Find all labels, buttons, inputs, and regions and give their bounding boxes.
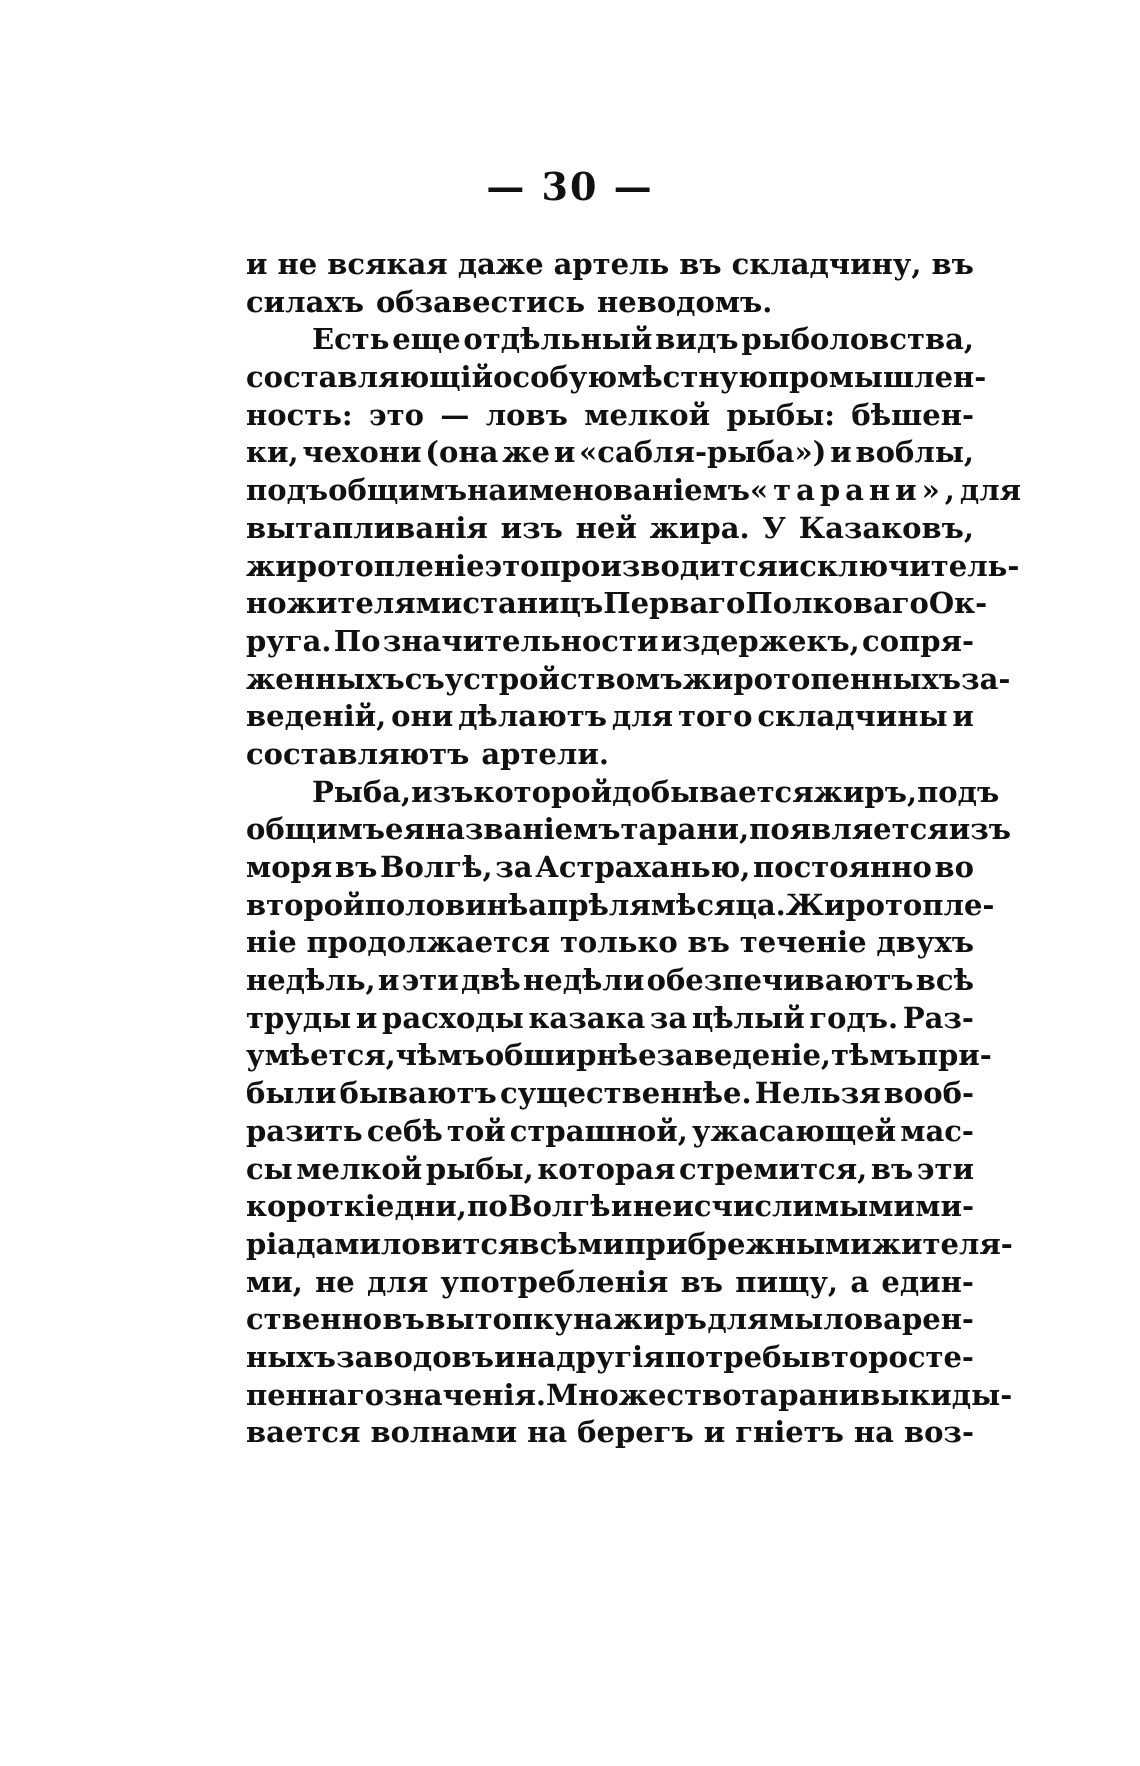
word: Казаковъ, [798,510,974,545]
word: неводомъ. [597,284,773,319]
word: но [246,586,287,621]
text-line [246,246,974,284]
word: жиръ, [813,774,918,809]
word: руга. [246,623,332,658]
word: Волгѣ [508,1189,611,1224]
word: подъ [246,473,329,508]
word: не [277,247,318,281]
word: пеннаго [246,1377,385,1412]
text-line [246,434,974,472]
word: и [703,1415,726,1450]
word: силахъ [246,284,364,319]
word: ріадами [246,1226,381,1261]
word: и [494,1339,516,1374]
word: употребленія [440,1264,669,1299]
word: наименованіемъ [467,473,750,508]
word: продолжается [306,925,551,960]
word: появляется [749,812,949,847]
text-line [246,623,974,661]
word: и [377,963,400,998]
word: (она [425,435,499,470]
page-number: — 30 — [486,164,654,209]
word: того [678,699,753,734]
word: устройствомъ [444,661,683,696]
word: въ [931,247,974,281]
word: женныхъ [246,661,405,696]
word: на [853,1415,894,1450]
word: заводовъ [336,1339,494,1374]
word: ми, [246,1264,303,1299]
word: ныхъ [246,1339,336,1374]
word: мас- [900,1113,974,1148]
word: вытапливанія [246,510,488,545]
word: отдѣльный [463,322,653,357]
word: издержекъ, [660,623,860,658]
word: всѣ [915,963,974,998]
word: вооб- [883,1076,974,1111]
word: прибрежными [624,1226,872,1261]
word: заведеніе, [656,1038,831,1073]
word: не [315,1264,355,1299]
word: они [391,699,454,734]
word: труды [246,1000,352,1035]
word: потребы [664,1339,811,1374]
word: волнами [370,1415,518,1450]
text-line [246,924,974,962]
word: общимъ [246,812,386,847]
word: изъ [500,510,563,545]
word: вытопку [425,1302,573,1337]
word: вается [246,1415,361,1450]
text-line [246,548,1020,586]
word: чехони [302,435,422,470]
word: и [355,1000,378,1035]
word: жира. [649,510,750,545]
word: складчины [757,699,948,734]
word: недѣль, [246,963,376,998]
word: казака [528,1000,646,1035]
word: исключитель- [777,548,1020,583]
word: жиротопленіе [246,548,485,583]
word: на [573,1302,614,1337]
word: названіемъ [424,812,621,847]
text-line [246,887,995,925]
word: второсте- [810,1339,974,1374]
word: за- [961,661,1011,696]
word: всѣми [519,1226,625,1261]
word: второй [246,887,365,922]
text-line [246,736,974,774]
word: значенія. [384,1377,547,1412]
word: выкиды- [860,1377,1013,1412]
text-line [246,472,1022,510]
word: артель [553,247,670,281]
word: теченіе [739,925,867,960]
word: гніетъ [735,1415,844,1450]
word: воблы, [855,435,974,470]
word: Ок- [928,586,988,621]
word: ніе [246,925,297,960]
word: веденій, [246,699,387,734]
word: Множество [546,1377,742,1412]
word: — [440,397,470,432]
word: чѣмъ [395,1038,485,1073]
text-line [246,1037,992,1075]
word: недѣли [523,963,645,998]
word: это [368,397,424,432]
text-line [246,585,988,623]
word: на [515,1339,556,1374]
word: короткіе [246,1189,395,1224]
word: другія [556,1339,665,1374]
word: для [707,1302,769,1337]
word: складчину, [731,247,922,281]
word: производится [539,548,778,583]
word: дни, [394,1189,467,1224]
word: рыбы, [425,1151,534,1186]
word: мелкой [584,397,711,432]
text-line [246,284,974,322]
word: двѣ [460,963,521,998]
word: въ [334,850,378,884]
word: за [495,850,533,884]
word: постоянно [753,850,932,884]
word: себѣ [366,1113,443,1148]
text-line [246,1188,974,1226]
word: для [611,699,674,734]
word: изъ [948,812,1011,847]
word: при- [916,1038,992,1073]
word: были [246,1076,337,1111]
word: страшной, [509,1113,688,1148]
word: эти [916,1151,974,1186]
word: даже [457,247,544,281]
word: же [502,435,550,470]
text-line [246,1377,1013,1415]
word: Полковаго [745,586,929,621]
word: съ [404,661,445,696]
text-line [246,1264,974,1302]
word: добывается [612,774,814,809]
word: разить [246,1113,363,1148]
word: той [446,1113,506,1148]
word: ловъ [485,397,568,432]
word: рыбы: [726,397,835,432]
word: это [484,548,540,583]
word: всякая [327,247,448,281]
word: и [610,1189,633,1224]
word: жиръ [613,1302,707,1337]
body-text [246,246,1022,1452]
text-line [246,397,974,435]
word: У [762,510,786,545]
word: особую [493,360,618,395]
word: обезпечиваютъ [646,963,914,998]
text-line [246,962,974,1000]
word: тарани, [620,812,750,847]
word: общимъ [328,473,468,508]
text-line [246,698,974,736]
word: цѣлый [691,1000,805,1035]
word: По [333,623,381,658]
word: за [649,1000,688,1035]
word: мелкой [296,1151,423,1186]
word: мыловарен- [768,1302,974,1337]
word: обширнѣе [484,1038,657,1073]
word: подъ [917,774,1000,809]
word: дѣлаютъ [458,699,608,734]
word: воз- [903,1415,974,1450]
word: и [830,435,852,470]
word: Волгѣ, [380,850,493,884]
text-line [246,661,1011,699]
word: промышлен- [767,360,987,395]
word: годъ. [809,1000,899,1035]
text-line [246,774,1000,812]
word: на [527,1415,568,1450]
word: стремится, [679,1151,868,1186]
word: Рыба, [312,774,412,809]
word: Есть [312,322,390,357]
word: двухъ [876,925,974,960]
word: станицъ [462,586,604,621]
text-line [246,510,974,548]
word: рыболовства, [741,322,974,357]
word: и [553,435,576,470]
word: и [952,699,974,734]
word: ность: [246,397,353,432]
word: эти [401,963,459,998]
word: пищу, [735,1264,839,1299]
word: «сабля-рыба») [579,435,827,470]
word: ми- [915,1189,974,1224]
word: жителями [286,586,463,621]
word: ловится [380,1226,520,1261]
word: обзавестись [375,284,586,319]
word: бываютъ [339,1076,497,1111]
word: ки, [246,435,299,470]
word: въ [687,925,730,960]
word: Перваго [603,586,746,621]
word: для [367,1264,429,1299]
word: въ [870,1151,914,1186]
word: по [467,1189,508,1224]
word: Астраханью, [535,850,751,884]
word: мѣсяца. [650,887,786,922]
text-line [246,1301,974,1339]
word: ней [575,510,637,545]
word: тарани [741,1377,861,1412]
word: жиротопенныхъ [682,661,962,696]
word: составляющій [246,360,494,395]
word: сы [246,1151,293,1186]
word: въ [680,1264,723,1299]
word: которой [473,774,613,809]
text-line [246,1151,974,1189]
word: еще [392,322,461,357]
word: тѣмъ [831,1038,917,1073]
text-line [246,359,987,397]
word: сопря- [862,623,974,658]
word: во [934,850,974,884]
word: един- [881,1264,974,1299]
word: и [246,247,268,281]
word: въ [679,247,722,281]
text-line [246,1075,974,1113]
word: а [850,1264,870,1299]
word: для [959,473,1022,508]
text-line [246,1226,1013,1264]
word: артели. [481,736,609,771]
word: значительности [382,623,659,658]
word: мѣстную [617,360,768,395]
text-line [246,811,1011,849]
word: берегъ [577,1415,694,1450]
word: расходы [382,1000,524,1035]
word: въ [382,1302,425,1337]
word: изъ [411,774,474,809]
word: неисчислимыми [632,1189,915,1224]
word: бѣшен- [851,397,974,432]
word: которая [537,1151,676,1186]
word: видъ [655,322,739,357]
word: ужасающей [691,1113,897,1148]
word: умѣется, [246,1038,396,1073]
word: моря [246,850,333,884]
word: ея [385,812,425,847]
text-line [246,1000,974,1038]
word: Нельзя [754,1076,881,1111]
word: только [559,925,678,960]
text-line [246,849,974,887]
word: жителя- [871,1226,1013,1261]
text-line [246,1113,974,1151]
word: Раз- [902,1000,974,1035]
word: «тарани», [749,473,960,508]
word: существеннѣе. [499,1076,752,1111]
word: апрѣля [528,887,651,922]
text-line [246,1339,974,1377]
text-line [246,321,974,359]
word: Жиротопле- [785,887,995,922]
word: ственно [246,1302,383,1337]
word: составляютъ [246,736,470,771]
word: половинѣ [364,887,529,922]
text-line [246,1414,974,1452]
